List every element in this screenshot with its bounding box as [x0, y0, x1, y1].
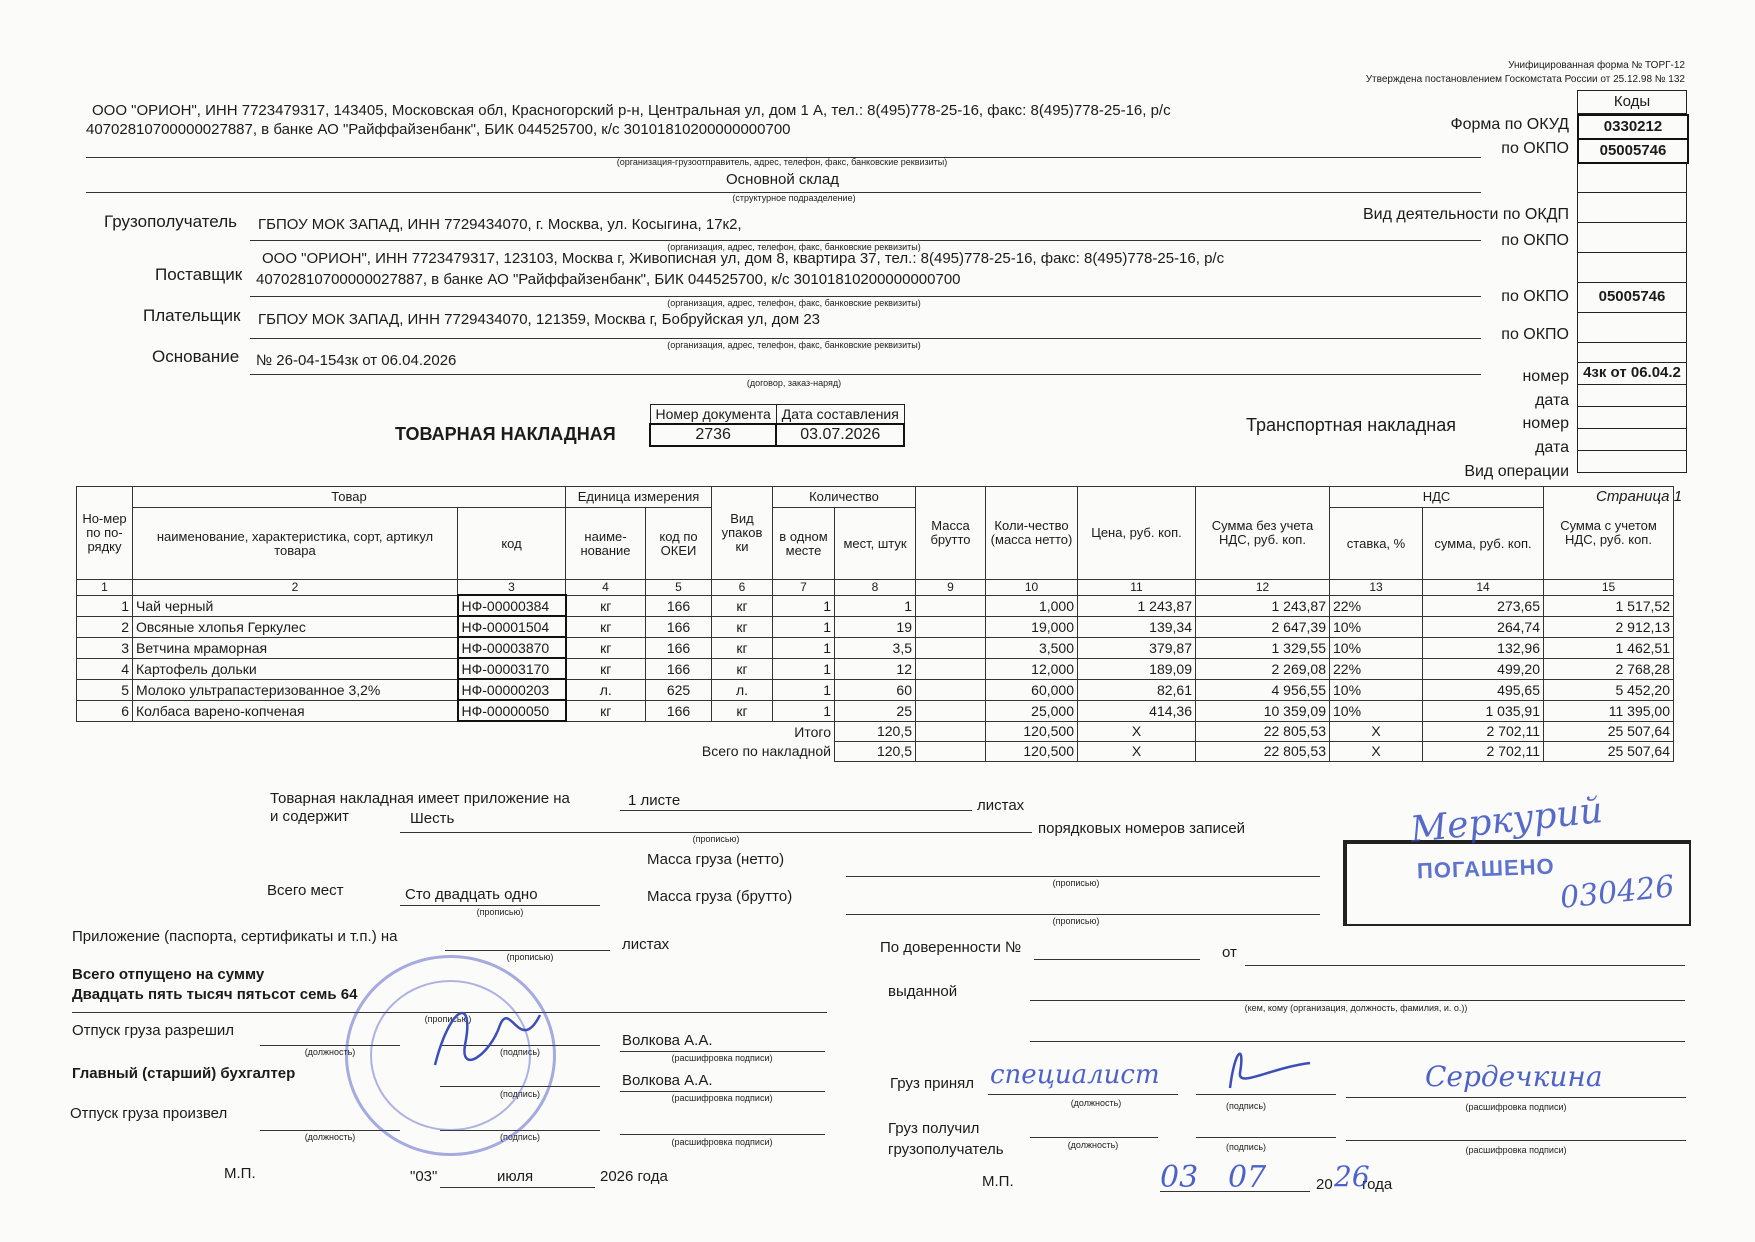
okud-label: Форма по ОКУД — [1450, 116, 1569, 133]
cell-net: 1,000 — [986, 595, 1078, 616]
proxy-from-line — [1245, 965, 1685, 966]
issued-line2 — [1030, 1041, 1685, 1042]
cell-one: 1 — [773, 679, 835, 700]
col-number: 2 — [133, 580, 458, 596]
basis-caption: (договор, заказ-наряд) — [746, 378, 842, 388]
gross-mass-label: Масса груза (брутто) — [647, 888, 793, 905]
cell-one: 1 — [773, 616, 835, 637]
cell-code: НФ-00001504 — [458, 616, 566, 637]
release-allowed-name-cap: (расшифровка подписи) — [671, 1053, 773, 1063]
stamp-date: 030426 — [1558, 869, 1677, 916]
cell-net: 3,500 — [986, 637, 1078, 658]
cell-pack: кг — [712, 595, 773, 616]
cell-okei: 166 — [646, 637, 712, 658]
doc-number-label: Номер документа — [650, 405, 776, 425]
col-number: 3 — [458, 580, 566, 596]
vsego-total: 25 507,64 — [1544, 741, 1674, 761]
release-allowed-pos-cap: (должность) — [304, 1047, 356, 1057]
contains-caption: (прописью) — [692, 834, 740, 844]
issued-label: выданной — [888, 983, 958, 1000]
vsego-row — [77, 741, 1674, 761]
cell-total: 2 912,13 — [1544, 616, 1674, 637]
proxy-label: По доверенности № — [880, 939, 1022, 956]
received-name-cap: (расшифровка подписи) — [1465, 1102, 1567, 1112]
receiver-sign-line — [1196, 1137, 1336, 1138]
vsego-rate: Х — [1330, 741, 1423, 761]
year2-suffix: года — [1362, 1176, 1393, 1193]
cell-price: 414,36 — [1078, 700, 1196, 721]
okpo-consignee-label: по ОКПО — [1501, 232, 1569, 249]
date-month-line — [440, 1187, 595, 1188]
cell-rate: 10% — [1330, 637, 1423, 658]
receiver-pos-cap: (должность) — [1067, 1140, 1119, 1150]
okpo-blank2 — [1577, 252, 1687, 283]
receiver-name-cap: (расшифровка подписи) — [1465, 1145, 1567, 1155]
cell-code: НФ-00000050 — [458, 700, 566, 721]
okdp-label: Вид деятельности по ОКДП — [1362, 206, 1569, 223]
chief-accountant-sign-cap: (подпись) — [499, 1089, 541, 1099]
cell-price: 139,34 — [1078, 616, 1196, 637]
cancelled-stamp-text: ПОГАШЕНО — [1416, 853, 1556, 884]
page-number: Страница 1 — [1596, 488, 1683, 505]
attach-underline — [620, 810, 972, 811]
cell-unit: кг — [566, 616, 646, 637]
items-table — [76, 486, 1674, 762]
cell-okei: 166 — [646, 595, 712, 616]
itogo-label: Итого — [794, 723, 831, 740]
col-vat-header: НДС — [1330, 487, 1544, 508]
cell-sum: 1 243,87 — [1196, 595, 1330, 616]
col-net-header: Коли-чество (масса нетто) — [986, 487, 1078, 580]
okpo-payer-code — [1577, 312, 1687, 343]
col-price-header: Цена, руб. коп. — [1078, 487, 1196, 580]
receiver-label2: грузополучатель — [888, 1141, 1004, 1158]
form-header-line2: Утверждена постановлением Госкомстата России от 25.12.98 № 132 — [1365, 74, 1685, 85]
date-day: "03" — [410, 1168, 438, 1185]
document-number-box — [649, 404, 905, 447]
release-allowed-name: Волкова А.А. — [622, 1032, 713, 1049]
supplement-caption: (прописью) — [506, 952, 554, 962]
received-sign-cap: (подпись) — [1225, 1101, 1267, 1111]
cell-name: Чай черный — [133, 595, 458, 616]
col-number: 15 — [1544, 580, 1674, 596]
cell-pack: л. — [712, 679, 773, 700]
cell-okei: 625 — [646, 679, 712, 700]
table-row — [77, 700, 1674, 721]
chief-accountant-name-cap: (расшифровка подписи) — [671, 1093, 773, 1103]
cell-total: 5 452,20 — [1544, 679, 1674, 700]
release-allowed-label: Отпуск груза разрешил — [72, 1022, 234, 1039]
cell-name: Колбаса варено-копченая — [133, 700, 458, 721]
itogo-vat: 2 702,11 — [1423, 721, 1544, 741]
receiver-pos-line — [1030, 1137, 1158, 1138]
vsego-price: Х — [1078, 741, 1196, 761]
cell-net: 25,000 — [986, 700, 1078, 721]
cell-name: Ветчина мраморная — [133, 637, 458, 658]
cell-gross — [916, 658, 986, 679]
vsego-net: 120,500 — [986, 741, 1078, 761]
received-label: Груз принял — [890, 1075, 975, 1092]
table-row — [77, 658, 1674, 679]
supplier-caption: (организация, адрес, телефон, факс, банковские реквизиты) — [667, 298, 921, 308]
received-position-handwritten: специалист — [990, 1060, 1160, 1090]
payer-value: ГБПОУ МОК ЗАПАД, ИНН 7729434070, 121359, Москва г, Бобруйская ул, дом 23 — [258, 311, 821, 328]
doc-date-label: Дата составления — [776, 405, 904, 425]
payer-caption: (организация, адрес, телефон, факс, банковские реквизиты) — [667, 340, 921, 350]
net-mass-underline — [846, 876, 1320, 877]
cell-sum: 2 647,39 — [1196, 616, 1330, 637]
received-pos-cap: (должность) — [1070, 1098, 1122, 1108]
itogo-row — [77, 721, 1674, 741]
places-value: Сто двадцать одно — [405, 886, 538, 903]
cell-one: 1 — [773, 637, 835, 658]
subdivision: Основной склад — [726, 171, 840, 188]
transport-date-label: дата — [1535, 439, 1569, 456]
attach-label: Товарная накладная имеет приложение на — [270, 790, 570, 807]
attach-sheets: листах — [977, 797, 1025, 814]
sender-line2: 40702810700000027887, в банке АО "Райффайзенбанк", БИК 044525700, к/с 30101810200000000700 — [86, 121, 791, 138]
cell-price: 1 243,87 — [1078, 595, 1196, 616]
cell-price: 379,87 — [1078, 637, 1196, 658]
col-num-header: Но-мер по по-рядку — [77, 487, 133, 580]
itogo-rate: Х — [1330, 721, 1423, 741]
cell-net: 12,000 — [986, 658, 1078, 679]
hand-year: 26 — [1334, 1160, 1370, 1193]
transport-label: Транспортная накладная — [1246, 415, 1457, 435]
cell-gross — [916, 679, 986, 700]
receiver-name-line — [1346, 1140, 1686, 1141]
cell-total: 11 395,00 — [1544, 700, 1674, 721]
release-made-name-line — [620, 1134, 825, 1135]
proxy-number-line — [1034, 959, 1200, 960]
supplement-sheets: листах — [622, 936, 670, 953]
sender-caption: (организация-грузоотправитель, адрес, телефон, факс, банковские реквизиты) — [616, 157, 948, 167]
document-title: ТОВАРНАЯ НАКЛАДНАЯ — [395, 424, 616, 444]
basis-date-label: дата — [1535, 392, 1569, 409]
col-number: 11 — [1078, 580, 1196, 596]
column-numbers-row — [77, 580, 1674, 596]
cell-name: Молоко ультрапастеризованное 3,2% — [133, 679, 458, 700]
col-goods-code-header: код — [458, 508, 566, 580]
chief-accountant-label: Главный (старший) бухгалтер — [72, 1065, 296, 1082]
places-underline — [400, 905, 600, 906]
cell-unit: кг — [566, 595, 646, 616]
cell-unit: кг — [566, 637, 646, 658]
cell-code: НФ-00000203 — [458, 679, 566, 700]
cell-places: 3,5 — [835, 637, 916, 658]
itogo-net: 120,500 — [986, 721, 1078, 741]
col-number: 4 — [566, 580, 646, 596]
cell-okei: 166 — [646, 700, 712, 721]
cell-places: 1 — [835, 595, 916, 616]
cell-gross — [916, 595, 986, 616]
vsego-label: Всего по накладной — [701, 743, 831, 759]
stamp-signature: Меркурий — [1408, 790, 1605, 851]
cell-pack: кг — [712, 616, 773, 637]
doc-number: 2736 — [650, 424, 776, 446]
basis-number-code: 4зк от 06.04.2 — [1577, 362, 1687, 385]
basis-label: Основание — [152, 347, 240, 366]
payer-underline — [250, 338, 1481, 339]
itogo-total: 25 507,64 — [1544, 721, 1674, 741]
net-mass-label: Масса груза (нетто) — [647, 851, 785, 868]
cell-vat: 273,65 — [1423, 595, 1544, 616]
cell-unit: л. — [566, 679, 646, 700]
col-number: 1 — [77, 580, 133, 596]
col-okei-header: код по ОКЕИ — [646, 508, 712, 580]
received-name-handwritten: Сердечкина — [1425, 1060, 1603, 1093]
col-pack-header: Вид упаков ки — [712, 487, 773, 580]
cell-rate: 22% — [1330, 595, 1423, 616]
col-goods-name-header: наименование, характеристика, сорт, артикул товара — [133, 508, 458, 580]
cell-rate: 10% — [1330, 679, 1423, 700]
released-value: Двадцать пять тысяч пятьсот семь 64 — [72, 986, 358, 1003]
hand-month: 07 — [1228, 1160, 1267, 1195]
table-row — [77, 595, 1674, 616]
col-qty-header: Количество — [773, 487, 916, 508]
cell-net: 60,000 — [986, 679, 1078, 700]
release-made-label: Отпуск груза произвел — [70, 1105, 228, 1122]
cell-n: 3 — [77, 637, 133, 658]
release-made-pos-cap: (должность) — [304, 1132, 356, 1142]
vsego-gross — [916, 741, 986, 761]
release-allowed-sign-cap: (подпись) — [499, 1047, 541, 1057]
mp-right: М.П. — [982, 1173, 1014, 1190]
cell-sum: 2 269,08 — [1196, 658, 1330, 679]
consignee-underline — [250, 240, 1481, 241]
cell-vat: 264,74 — [1423, 616, 1544, 637]
cell-gross — [916, 700, 986, 721]
release-made-sign-cap: (подпись) — [499, 1132, 541, 1142]
itogo-gross — [916, 721, 986, 741]
date-year: 2026 года — [600, 1168, 668, 1185]
transport-date-code — [1577, 428, 1687, 451]
cell-n: 5 — [77, 679, 133, 700]
operation-type-label: Вид операции — [1464, 463, 1569, 480]
gross-mass-caption: (прописью) — [1052, 916, 1100, 926]
col-qty-places-header: мест, штук — [835, 508, 916, 580]
col-vat-rate-header: ставка, % — [1330, 508, 1423, 580]
okdp-code — [1577, 192, 1687, 223]
col-sum-vat-header: Сумма с учетом НДС, руб. коп. — [1544, 487, 1674, 580]
vsego-sum: 22 805,53 — [1196, 741, 1330, 761]
cell-total: 2 768,28 — [1544, 658, 1674, 679]
col-number: 7 — [773, 580, 835, 596]
received-pos-line — [988, 1094, 1178, 1095]
payer-label: Плательщик — [143, 306, 241, 325]
release-signature — [420, 985, 560, 1105]
cell-okei: 166 — [646, 616, 712, 637]
vsego-places: 120,5 — [835, 741, 916, 761]
date-month: июля — [497, 1168, 534, 1185]
cell-vat: 132,96 — [1423, 637, 1544, 658]
issued-caption: (кем, кому (организация, должность, фамилия, и. о.)) — [1244, 1003, 1468, 1013]
cell-price: 82,61 — [1078, 679, 1196, 700]
gross-mass-underline — [846, 914, 1320, 915]
cell-one: 1 — [773, 658, 835, 679]
okpo-consignee-code — [1577, 222, 1687, 253]
cell-vat: 495,65 — [1423, 679, 1544, 700]
chief-accountant-name-line — [620, 1091, 825, 1092]
cell-unit: кг — [566, 700, 646, 721]
okpo-blank — [1577, 162, 1687, 193]
supplier-underline — [250, 296, 1481, 297]
cell-unit: кг — [566, 658, 646, 679]
cell-price: 189,09 — [1078, 658, 1196, 679]
cell-places: 12 — [835, 658, 916, 679]
cell-n: 4 — [77, 658, 133, 679]
cell-gross — [916, 616, 986, 637]
records-label: порядковых номеров записей — [1038, 820, 1246, 837]
col-vat-sum-header: сумма, руб. коп. — [1423, 508, 1544, 580]
col-number: 14 — [1423, 580, 1544, 596]
chief-accountant-name: Волкова А.А. — [622, 1072, 713, 1089]
basis-underline — [250, 374, 1481, 375]
col-gross-header: Масса брутто — [916, 487, 986, 580]
vsego-vat: 2 702,11 — [1423, 741, 1544, 761]
cell-rate: 10% — [1330, 700, 1423, 721]
okpo-supplier-code: 05005746 — [1577, 282, 1687, 313]
itogo-price: Х — [1078, 721, 1196, 741]
table-row — [77, 679, 1674, 700]
col-number: 12 — [1196, 580, 1330, 596]
cell-name: Картофель дольки — [133, 658, 458, 679]
col-number: 9 — [916, 580, 986, 596]
okpo-payer-code2 — [1577, 342, 1687, 363]
cell-pack: кг — [712, 658, 773, 679]
cell-rate: 22% — [1330, 658, 1423, 679]
cell-n: 2 — [77, 616, 133, 637]
okpo-sender-code: 05005746 — [1577, 138, 1689, 164]
okpo-payer-label: по ОКПО — [1501, 326, 1569, 343]
okud-code: 0330212 — [1577, 114, 1689, 140]
issued-line1 — [1030, 1000, 1685, 1001]
table-row — [77, 637, 1674, 658]
received-signature — [1210, 1038, 1325, 1098]
cell-n: 6 — [77, 700, 133, 721]
transport-number-code — [1577, 406, 1687, 429]
cell-one: 1 — [773, 700, 835, 721]
cell-pack: кг — [712, 700, 773, 721]
released-label: Всего отпущено на сумму — [72, 966, 265, 983]
form-header-line1: Унифицированная форма № ТОРГ-12 — [1508, 60, 1685, 71]
consignee-caption: (организация, адрес, телефон, факс, банковские реквизиты) — [667, 242, 921, 252]
mp-left: М.П. — [224, 1165, 256, 1182]
contains-value: Шесть — [410, 810, 455, 827]
cell-sum: 10 359,09 — [1196, 700, 1330, 721]
cell-vat: 499,20 — [1423, 658, 1544, 679]
cell-total: 1 462,51 — [1544, 637, 1674, 658]
transport-number-label: номер — [1522, 415, 1569, 432]
supplement-underline — [445, 950, 610, 951]
contains-label: и содержит — [270, 808, 349, 825]
cell-gross — [916, 637, 986, 658]
receiver-sign-cap: (подпись) — [1225, 1142, 1267, 1152]
release-allowed-name-line — [620, 1051, 825, 1052]
cell-sum: 4 956,55 — [1196, 679, 1330, 700]
operation-type-code — [1577, 450, 1687, 473]
col-unit-name-header: наиме-нование — [566, 508, 646, 580]
col-number: 13 — [1330, 580, 1423, 596]
consignee-label: Грузополучатель — [104, 212, 237, 231]
cell-code: НФ-00003170 — [458, 658, 566, 679]
col-number: 5 — [646, 580, 712, 596]
doc-date: 03.07.2026 — [776, 424, 904, 446]
cell-net: 19,000 — [986, 616, 1078, 637]
col-unit-header: Единица измерения — [566, 487, 712, 508]
itogo-sum: 22 805,53 — [1196, 721, 1330, 741]
supplier-line2: 40702810700000027887, в банке АО "Райффайзенбанк", БИК 044525700, к/с 30101810200000000700 — [256, 271, 961, 288]
cell-n: 1 — [77, 595, 133, 616]
col-qty-one-header: в одном месте — [773, 508, 835, 580]
supplement-label: Приложение (паспорта, сертификаты и т.п.) на — [72, 928, 398, 945]
supplier-line1: ООО "ОРИОН", ИНН 7723479317, 123103, Москва г, Живописная ул, дом 8, квартира 37, тел.: 8(495)778-25-16, факс: 8(495)778-25-16, р/с — [262, 250, 1225, 267]
codes-title: Коды — [1577, 90, 1687, 114]
okpo-sender-label: по ОКПО — [1501, 140, 1569, 157]
places-label: Всего мест — [267, 882, 344, 899]
cell-places: 19 — [835, 616, 916, 637]
release-made-name-cap: (расшифровка подписи) — [671, 1137, 773, 1147]
year2: 20 — [1316, 1176, 1333, 1193]
released-caption: (прописью) — [424, 1014, 472, 1024]
basis-number-label: номер — [1522, 368, 1569, 385]
attach-value: 1 листе — [628, 792, 681, 809]
cell-places: 60 — [835, 679, 916, 700]
col-number: 10 — [986, 580, 1078, 596]
net-mass-caption: (прописью) — [1052, 878, 1100, 888]
cell-okei: 166 — [646, 658, 712, 679]
receiver-label1: Груз получил — [888, 1120, 980, 1137]
proxy-from: от — [1222, 944, 1237, 961]
cell-places: 25 — [835, 700, 916, 721]
supplier-label: Поставщик — [155, 265, 243, 284]
itogo-places: 120,5 — [835, 721, 916, 741]
places-caption: (прописью) — [476, 907, 524, 917]
basis-value: № 26-04-154зк от 06.04.2026 — [256, 352, 457, 369]
okpo-supplier-label: по ОКПО — [1501, 288, 1569, 305]
cell-code: НФ-00003870 — [458, 637, 566, 658]
received-name-line — [1346, 1097, 1686, 1098]
col-sum-novat-header: Сумма без учета НДС, руб. коп. — [1196, 487, 1330, 580]
sender-line1: ООО "ОРИОН", ИНН 7723479317, 143405, Московская обл, Красногорский р-н, Центральная ул, дом 1 А, тел.: 8(495)778-25-16, факс: 8(495)778-25-16, р/с — [92, 102, 1171, 119]
cell-vat: 1 035,91 — [1423, 700, 1544, 721]
col-goods-header: Товар — [133, 487, 566, 508]
col-number: 8 — [835, 580, 916, 596]
subdivision-caption: (структурное подразделение) — [732, 193, 856, 203]
table-row — [77, 616, 1674, 637]
cell-name: Овсяные хлопья Геркулес — [133, 616, 458, 637]
cell-total: 1 517,52 — [1544, 595, 1674, 616]
cell-pack: кг — [712, 637, 773, 658]
cell-rate: 10% — [1330, 616, 1423, 637]
consignee-value: ГБПОУ МОК ЗАПАД, ИНН 7729434070, г. Москва, ул. Косыгина, 17к2, — [258, 216, 742, 233]
hand-day: 03 — [1160, 1160, 1199, 1195]
cell-one: 1 — [773, 595, 835, 616]
col-number: 6 — [712, 580, 773, 596]
contains-underline — [400, 832, 1032, 833]
basis-date-code — [1577, 384, 1687, 407]
cell-code: НФ-00000384 — [458, 595, 566, 616]
cell-sum: 1 329,55 — [1196, 637, 1330, 658]
